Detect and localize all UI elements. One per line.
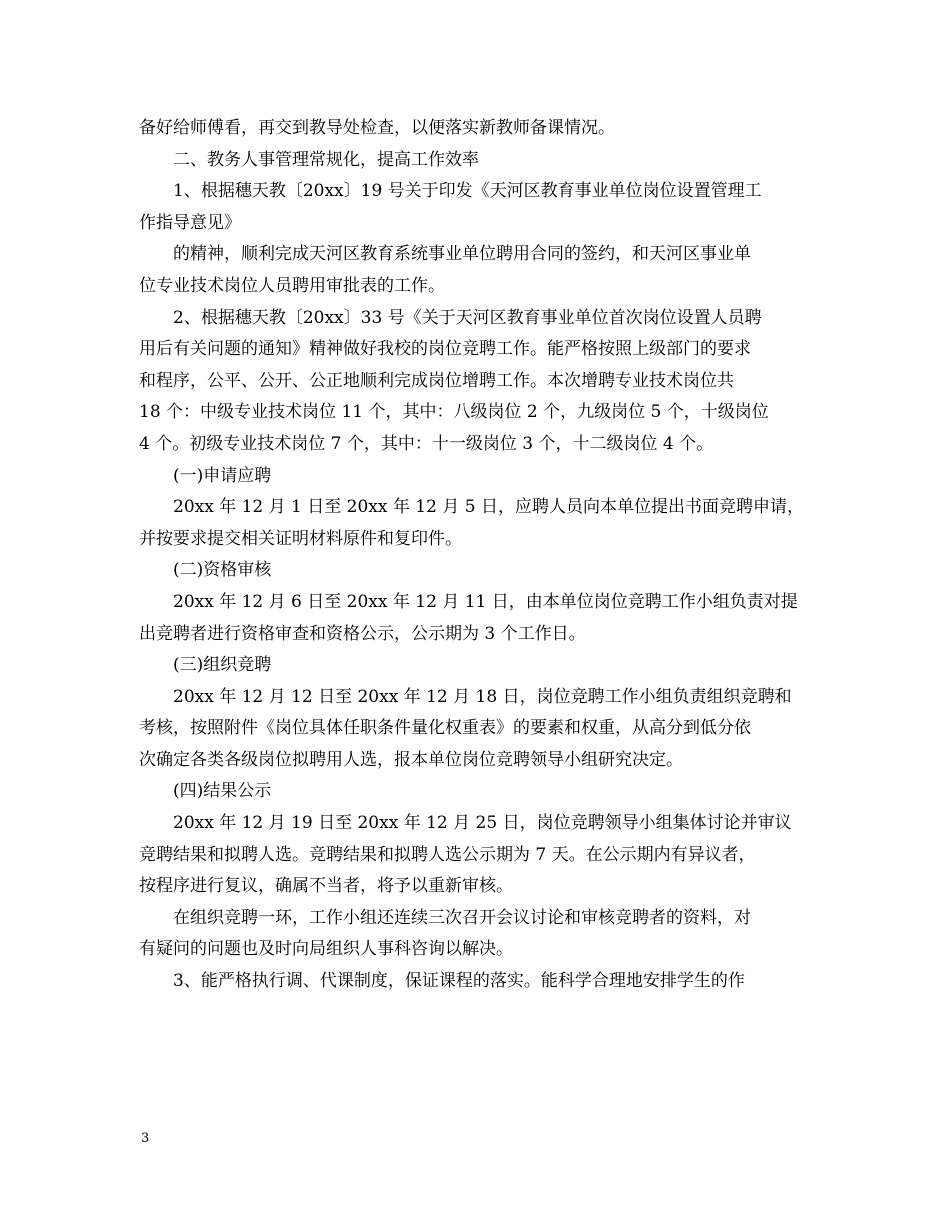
text-line: 竞聘结果和拟聘人选。竞聘结果和拟聘人选公示期为 7 天。在公示期内有异议者， — [139, 844, 756, 865]
text-line: 考核，按照附件《岗位具体任职条件量化权重表》的要素和权重，从高分到低分依 — [139, 718, 751, 739]
text-line: 1、根据穗天教〔20xx〕19 号关于印发《天河区教育事业单位岗位设置管理工 — [173, 181, 762, 202]
text-line: (一)申请应聘 — [173, 465, 272, 486]
text-line: 次确定各类各级岗位拟聘用人选，报本单位岗位竞聘领导小组研究决定。 — [139, 749, 683, 770]
document-body — [139, 113, 811, 998]
text-line: 按程序进行复议，确属不当者，将予以重新审核。 — [139, 876, 513, 897]
text-line: 用后有关问题的通知》精神做好我校的岗位竞聘工作。能严格按照上级部门的要求 — [139, 339, 751, 360]
text-line: 位专业技术岗位人员聘用审批表的工作。 — [139, 275, 445, 296]
text-line: 20xx 年 12 月 12 日至 20xx 年 12 月 18 日，岗位竞聘工作小组负责组织竞聘和 — [173, 686, 792, 707]
text-line: (三)组织竞聘 — [173, 655, 272, 676]
page-number: 3 — [141, 1131, 150, 1146]
text-line: 20xx 年 12 月 19 日至 20xx 年 12 月 25 日，岗位竞聘领导小组集体讨论并审议 — [173, 813, 792, 834]
text-line: 和程序，公平、公开、公正地顺利完成岗位增聘工作。本次增聘专业技术岗位共 — [139, 370, 734, 391]
text-line: (四)结果公示 — [173, 781, 272, 802]
text-line: 20xx 年 12 月 1 日至 20xx 年 12 月 5 日，应聘人员向本单位提出书面竞聘申请， — [173, 497, 804, 518]
text-line: 在组织竞聘一环，工作小组还连续三次召开会议讨论和审核竞聘者的资料，对 — [173, 907, 751, 928]
text-line: 作指导意见》 — [139, 212, 241, 233]
text-line: (二)资格审核 — [173, 560, 272, 581]
text-line: 的精神，顺利完成天河区教育系统事业单位聘用合同的签约，和天河区事业单 — [173, 244, 751, 265]
text-line: 2、根据穗天教〔20xx〕33 号《关于天河区教育事业单位首次岗位设置人员聘 — [173, 307, 762, 328]
text-line: 二、教务人事管理常规化，提高工作效率 — [173, 149, 479, 170]
text-line: 并按要求提交相关证明材料原件和复印件。 — [139, 528, 462, 549]
text-line: 3、能严格执行调、代课制度，保证课程的落实。能科学合理地安排学生的作 — [173, 971, 745, 992]
text-line: 有疑问的问题也及时向局组织人事科咨询以解决。 — [139, 939, 513, 960]
text-line: 备好给师傅看，再交到教导处检查，以便落实新教师备课情况。 — [139, 118, 615, 138]
text-line: 18 个：中级专业技术岗位 11 个，其中：八级岗位 2 个，九级岗位 5 个，十级岗位 — [139, 402, 769, 423]
text-line: 20xx 年 12 月 6 日至 20xx 年 12 月 11 日，由本单位岗位竞聘工作小组负责对提 — [173, 591, 798, 612]
text-line: 出竞聘者进行资格审查和资格公示，公示期为 3 个工作日。 — [139, 623, 586, 644]
text-line: 4 个。初级专业技术岗位 7 个，其中：十一级岗位 3 个，十二级岗位 4 个。 — [139, 433, 714, 454]
